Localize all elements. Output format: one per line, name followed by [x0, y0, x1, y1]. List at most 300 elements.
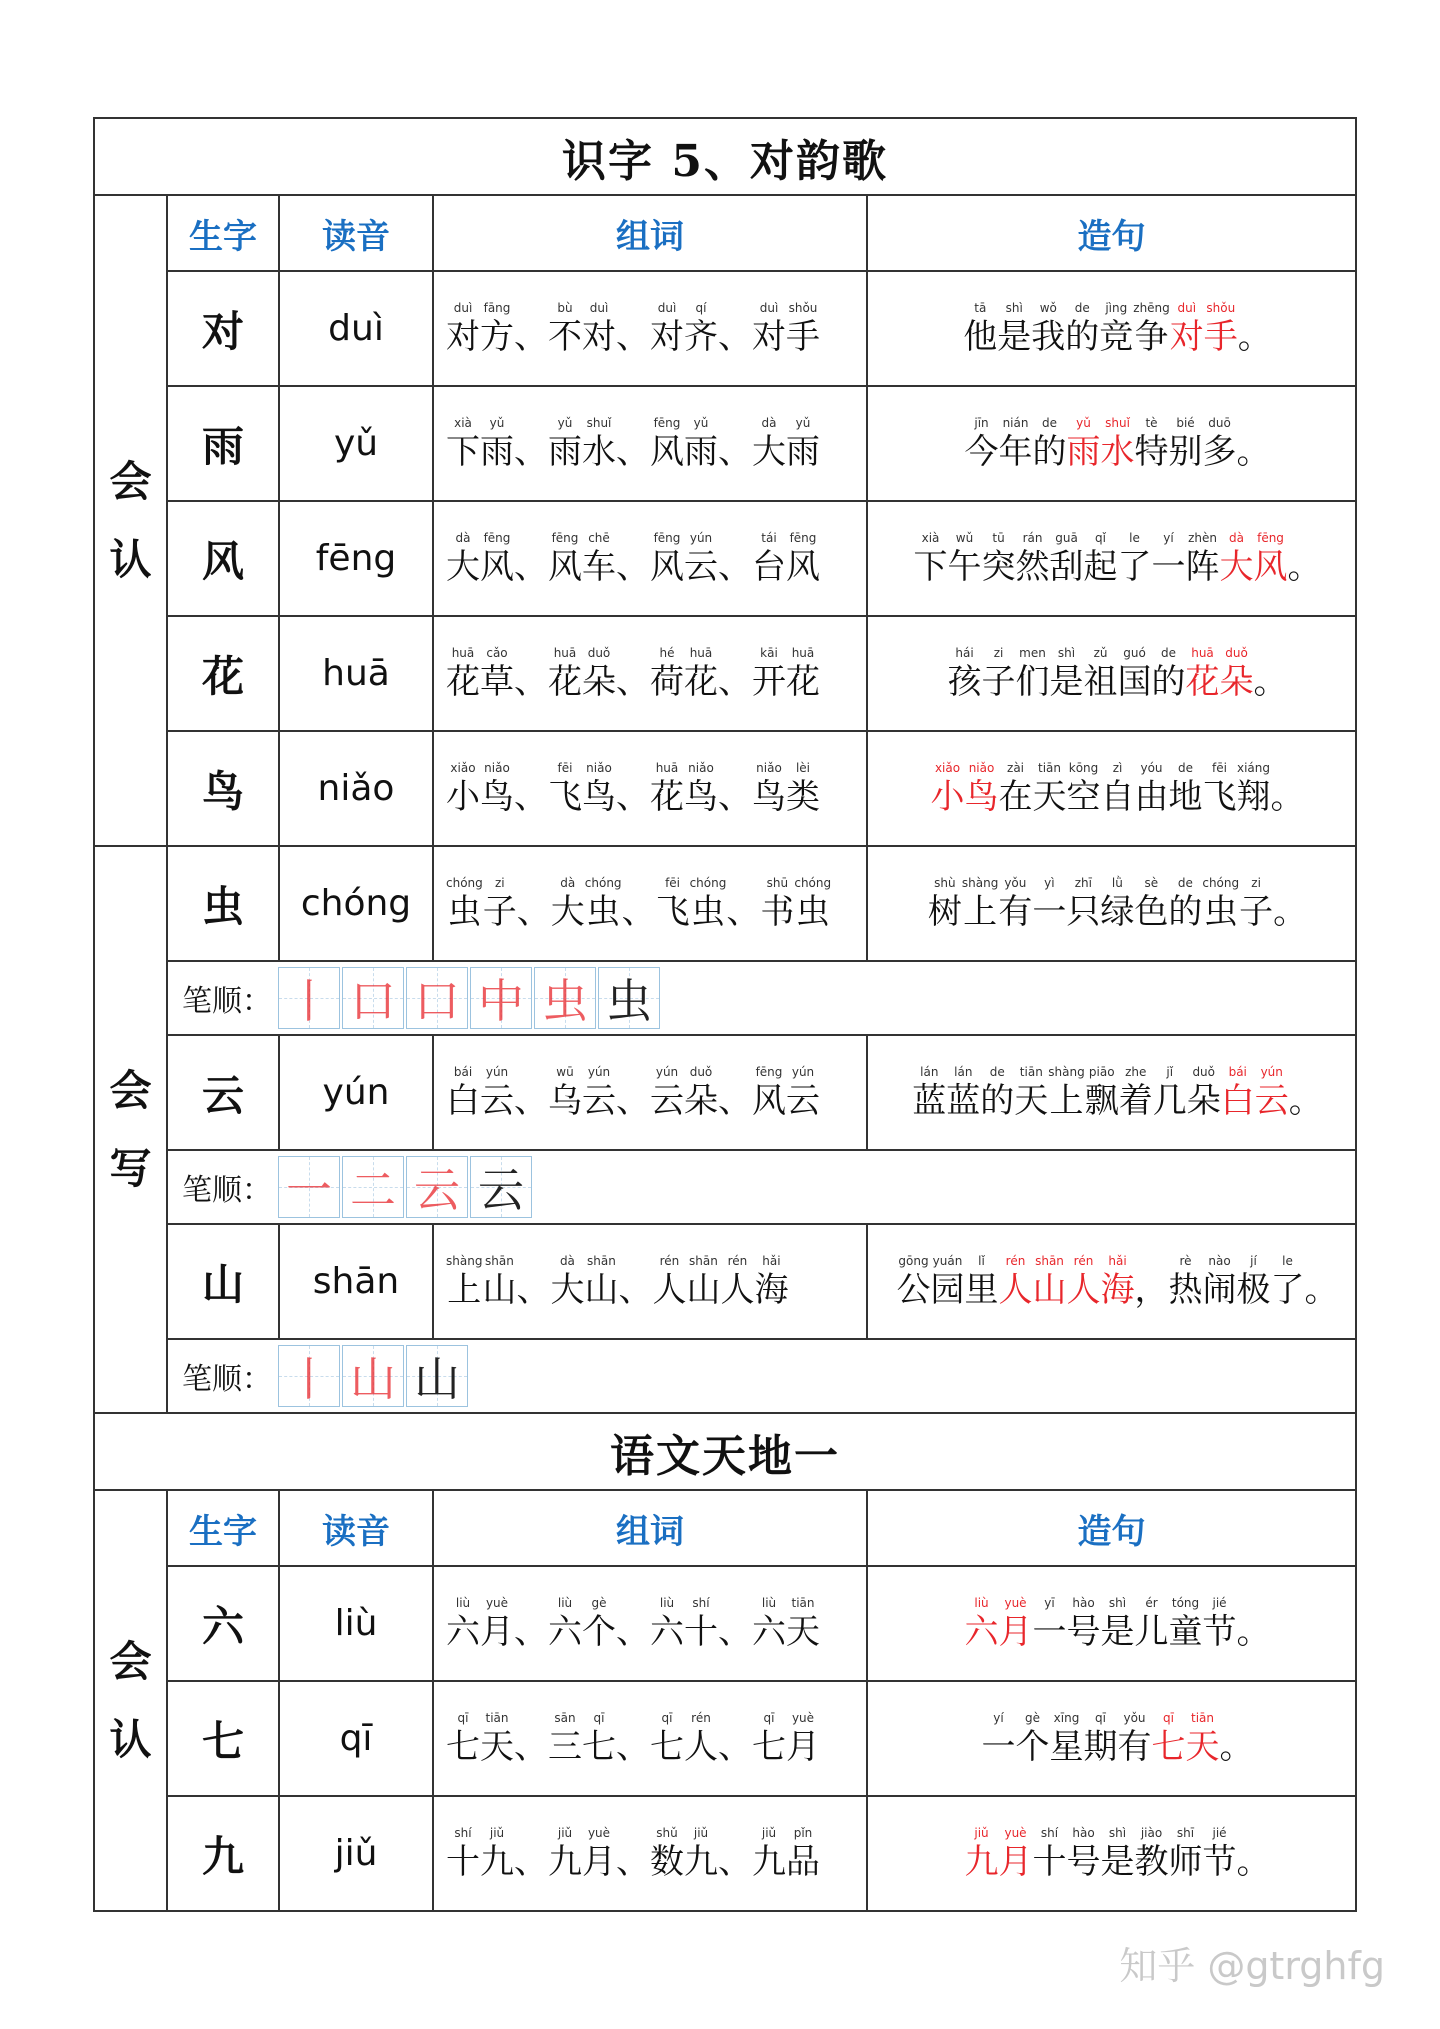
sentence-syllable [1119, 1064, 1153, 1122]
pinyin-annotation: jié [1212, 1825, 1227, 1840]
hanzi: 朵 [1186, 1080, 1221, 1121]
hanzi: 节 [1202, 1841, 1237, 1882]
sentence-cell [867, 271, 1356, 386]
word-syllable [548, 760, 582, 818]
pinyin-annotation: yì [1044, 875, 1055, 890]
hanzi: 年 [998, 431, 1033, 472]
sentence-line [880, 875, 1355, 933]
word-syllable [650, 1710, 684, 1768]
sentence-line [880, 645, 1355, 703]
pinyin-annotation: liù [455, 1595, 471, 1610]
pinyin-annotation: de [1177, 875, 1193, 890]
pinyin-annotation: dà [761, 415, 777, 430]
separator: 、 [621, 891, 656, 932]
stroke-box [470, 967, 532, 1029]
sentence-syllable [1169, 415, 1203, 473]
pinyin-annotation: huā [689, 645, 713, 660]
pinyin-annotation: lán [920, 1064, 939, 1079]
group-label-char: 会 [109, 456, 152, 506]
pinyin-annotation: de [1042, 415, 1058, 430]
pinyin-annotation: xiáng [1237, 760, 1271, 775]
hanzi: 天 [786, 1611, 820, 1652]
section-title: 识字 5、对韵歌 [94, 118, 1356, 195]
hanzi: 十 [446, 1841, 480, 1882]
pinyin-annotation: yuè [485, 1595, 509, 1610]
pinyin-annotation: tū [992, 530, 1005, 545]
hanzi: 花 [650, 776, 684, 817]
pinyin-cell: fēng [279, 501, 433, 616]
hanzi: 一 [981, 1726, 1016, 1767]
pinyin-annotation: duǒ [1192, 1064, 1216, 1079]
hanzi: 空 [1066, 776, 1101, 817]
period: 。 [1236, 1611, 1271, 1652]
pinyin-annotation: duì [657, 300, 677, 315]
hanzi: 号 [1066, 1611, 1101, 1652]
hanzi: 人 [998, 1269, 1033, 1310]
hanzi: 月 [998, 1841, 1033, 1882]
hanzi: 朵 [1219, 661, 1254, 702]
stroke-box [406, 1156, 468, 1218]
char-cell: 雨 [167, 386, 279, 501]
group-label-char: 写 [109, 1143, 152, 1193]
separator: 、 [516, 1269, 551, 1310]
pinyin-annotation: qī [1163, 1710, 1174, 1725]
pinyin-annotation: fēng [483, 530, 511, 545]
pinyin-annotation: shǒu [1206, 300, 1236, 315]
hanzi: 小 [446, 776, 480, 817]
stroke-label: 笔顺： [182, 1173, 272, 1208]
word-syllable [446, 760, 480, 818]
stroke-glyph: 云 [414, 1163, 460, 1217]
hanzi: 方 [480, 316, 514, 357]
hanzi: 园 [930, 1269, 965, 1310]
hanzi: 云 [684, 546, 718, 587]
hanzi: 鸟 [752, 776, 786, 817]
hanzi: 九 [752, 1841, 786, 1882]
hanzi: 对 [446, 316, 480, 357]
hanzi: 有 [1117, 1726, 1152, 1767]
sentence-syllable [1084, 645, 1118, 703]
hanzi: 下 [446, 431, 480, 472]
pinyin-annotation: hào [1072, 1825, 1095, 1840]
pinyin-annotation: zì [1112, 760, 1123, 775]
hanzi: 七 [1151, 1726, 1186, 1767]
pinyin-annotation: guó [1123, 645, 1146, 660]
word-syllable [686, 1253, 720, 1311]
pinyin-annotation: ér [1145, 1595, 1158, 1610]
hanzi: 多 [1202, 431, 1237, 472]
sentence-line [880, 1595, 1355, 1653]
stroke-box [470, 1156, 532, 1218]
word-syllable [582, 1064, 616, 1122]
hanzi: 荷 [650, 661, 684, 702]
hanzi: 是 [1049, 661, 1084, 702]
stroke-box [406, 1345, 468, 1407]
sentence-syllable [1014, 1064, 1048, 1122]
stroke-box [278, 967, 340, 1029]
hanzi: 飞 [548, 776, 582, 817]
hanzi: 花 [786, 661, 820, 702]
pinyin-annotation: gè [1025, 1710, 1041, 1725]
period: 。 [1273, 891, 1308, 932]
sentence-syllable [1016, 645, 1050, 703]
sentence-syllable [1187, 1064, 1221, 1122]
pinyin-annotation: jīn [974, 415, 989, 430]
hanzi: 不 [548, 316, 582, 357]
word-syllable [480, 415, 514, 473]
sentence-line [880, 1253, 1355, 1311]
hanzi: 山 [686, 1269, 721, 1310]
hanzi: 七 [650, 1726, 684, 1767]
hanzi: 水 [1100, 431, 1135, 472]
word-syllable [548, 1825, 582, 1883]
hanzi: 人 [1066, 1269, 1101, 1310]
pinyin-annotation: de [1161, 645, 1177, 660]
pinyin-annotation: nào [1208, 1253, 1231, 1268]
words-line [446, 760, 866, 818]
sentence-syllable [946, 1064, 980, 1122]
hanzi: 的 [980, 1080, 1015, 1121]
hanzi: 是 [1100, 1611, 1135, 1652]
hanzi: 天 [1014, 1080, 1049, 1121]
hanzi: 上 [447, 1269, 482, 1310]
hanzi: 风 [752, 1080, 786, 1121]
watermark: 知乎 @gtrghfg [1119, 1944, 1385, 1988]
title-row [94, 1413, 1356, 1490]
word-syllable [786, 300, 820, 358]
pinyin-annotation: yǔ [557, 415, 573, 430]
sentence-syllable [1101, 1253, 1135, 1311]
sentence-syllable [1050, 1710, 1084, 1768]
hanzi: 类 [786, 776, 820, 817]
pinyin-annotation: dà [455, 530, 471, 545]
sentence-syllable [982, 645, 1016, 703]
word-syllable [760, 875, 794, 933]
pinyin-annotation: yǔ [693, 415, 709, 430]
hanzi: 雨 [1066, 431, 1101, 472]
words-line [446, 1825, 866, 1883]
word-syllable [480, 1710, 514, 1768]
hanzi: 海 [754, 1269, 789, 1310]
hanzi: 六 [964, 1611, 999, 1652]
pinyin-annotation: tóng [1171, 1595, 1200, 1610]
hanzi: 只 [1066, 891, 1101, 932]
pinyin-cell: liù [279, 1566, 433, 1681]
sentence-syllable [1255, 1064, 1289, 1122]
header-char: 生字 [167, 195, 279, 271]
words-line [446, 875, 866, 933]
word-syllable [684, 645, 718, 703]
sentence-syllable [999, 760, 1033, 818]
hanzi: 云 [786, 1080, 820, 1121]
sentence-syllable [928, 875, 962, 933]
separator: 、 [514, 1841, 548, 1882]
pinyin-annotation: shù [934, 875, 956, 890]
separator: 、 [616, 431, 650, 472]
group-label-char: 认 [109, 1714, 152, 1764]
hanzi: 风 [480, 546, 514, 587]
pinyin-annotation: yún [791, 1064, 815, 1079]
pinyin-annotation: hái [955, 645, 974, 660]
hanzi: 蓝 [946, 1080, 981, 1121]
separator: 、 [514, 1611, 548, 1652]
sentence-syllable [1016, 1710, 1050, 1768]
pinyin-annotation: xiǎo [450, 760, 476, 775]
hanzi: 三 [548, 1726, 582, 1767]
hanzi: 对 [1169, 316, 1204, 357]
hanzi: 七 [446, 1726, 480, 1767]
hanzi: 十 [1032, 1841, 1067, 1882]
pinyin-annotation: hǎi [762, 1253, 781, 1268]
sentence-syllable [1101, 1595, 1135, 1653]
sentence-syllable [1085, 1064, 1119, 1122]
vocabulary-table [93, 117, 1357, 1912]
char-cell: 山 [167, 1224, 279, 1339]
hanzi: 九 [964, 1841, 999, 1882]
word-syllable [752, 1595, 786, 1653]
header-pinyin: 读音 [279, 1490, 433, 1566]
stroke-order-cell [167, 961, 1356, 1035]
pinyin-annotation: yóu [1140, 760, 1163, 775]
sentence-syllable [1152, 1710, 1186, 1768]
word-syllable [684, 760, 718, 818]
hanzi: 教 [1134, 1841, 1169, 1882]
pinyin-annotation: fēi [557, 760, 573, 775]
word-syllable [585, 875, 622, 933]
sentence-syllable [897, 1253, 931, 1311]
sentence-syllable [1084, 1710, 1118, 1768]
hanzi: 的 [1168, 891, 1203, 932]
pinyin-annotation: yǔ [1076, 415, 1091, 430]
sentence-syllable [999, 1825, 1033, 1883]
word-syllable [650, 1595, 684, 1653]
pinyin-annotation: qǐ [1095, 530, 1106, 545]
sentence-syllable [1170, 300, 1204, 358]
pinyin-annotation: zǔ [1093, 645, 1108, 660]
hanzi: 鸟 [480, 776, 514, 817]
word-syllable [480, 1825, 514, 1883]
sentence-syllable [1033, 760, 1067, 818]
word-syllable [551, 875, 585, 933]
word-syllable [582, 530, 616, 588]
group-label [94, 1490, 167, 1911]
hanzi: 山 [1032, 1269, 1067, 1310]
separator: 、 [726, 891, 761, 932]
stroke-glyph: 云 [478, 1163, 524, 1217]
hanzi: 公 [896, 1269, 931, 1310]
word-syllable [684, 1825, 718, 1883]
pinyin-annotation: lǜ [1111, 875, 1123, 890]
hanzi: 上 [963, 891, 998, 932]
pinyin-annotation: qī [593, 1710, 605, 1725]
pinyin-annotation: chóng [584, 875, 622, 890]
pinyin-annotation: shí [692, 1595, 710, 1610]
pinyin-annotation: yuè [1004, 1595, 1027, 1610]
stroke-glyph: 山 [414, 1352, 460, 1406]
pinyin-annotation: kōng [1068, 760, 1099, 775]
hanzi: 孩 [947, 661, 982, 702]
pinyin-annotation: jiǔ [557, 1825, 573, 1840]
sentence-syllable [965, 760, 999, 818]
words-cell [433, 1035, 867, 1150]
pinyin-annotation: niǎo [968, 760, 995, 775]
sentence-syllable [1118, 645, 1152, 703]
hanzi: 的 [1151, 661, 1186, 702]
sentence-syllable [965, 1253, 999, 1311]
separator: 、 [718, 1080, 752, 1121]
words-line [446, 1064, 866, 1122]
hanzi: 突 [981, 546, 1016, 587]
pinyin-annotation: jié [1212, 1595, 1227, 1610]
words-line [446, 1710, 866, 1768]
sentence-syllable [1204, 300, 1238, 358]
separator: 、 [514, 1726, 548, 1767]
word-syllable [752, 530, 786, 588]
sentence-syllable [982, 1710, 1016, 1768]
sentence-cell [867, 1224, 1356, 1339]
pinyin-annotation: fēng [789, 530, 817, 545]
separator: 、 [616, 1726, 650, 1767]
hanzi: 山 [482, 1269, 517, 1310]
sentence-line [880, 1825, 1355, 1883]
stroke-order-row [94, 1150, 1356, 1224]
hanzi: 雨 [786, 431, 820, 472]
hanzi: 风 [786, 546, 820, 587]
sentence-syllable [1133, 300, 1170, 358]
hanzi: 蓝 [912, 1080, 947, 1121]
pinyin-annotation: tiān [485, 1710, 509, 1725]
word-syllable [650, 300, 684, 358]
sentence-syllable [997, 300, 1031, 358]
hanzi: 虫 [586, 891, 621, 932]
pinyin-annotation: pǐn [793, 1825, 813, 1840]
pinyin-annotation: lán [954, 1064, 973, 1079]
pinyin-cell: niǎo [279, 731, 433, 846]
sentence-syllable [1031, 300, 1065, 358]
words-cell [433, 271, 867, 386]
pinyin-annotation: yuè [587, 1825, 611, 1840]
hanzi: 白 [1220, 1080, 1255, 1121]
sentence-syllable [1067, 1253, 1101, 1311]
sentence-syllable [1203, 1825, 1237, 1883]
pinyin-annotation: sè [1144, 875, 1159, 890]
sentence-syllable [1135, 1253, 1169, 1311]
header-words: 组词 [433, 1490, 867, 1566]
pinyin-annotation: duì [1177, 300, 1197, 315]
pinyin-annotation: fēng [653, 415, 681, 430]
pinyin-annotation: jí [1250, 1253, 1257, 1268]
word-syllable [446, 1710, 480, 1768]
separator: 、 [616, 1080, 650, 1121]
sentence-syllable [1118, 530, 1152, 588]
hanzi: 飞 [1202, 776, 1237, 817]
pinyin-annotation: huā [791, 645, 815, 660]
hanzi: 天 [480, 1726, 514, 1767]
hanzi: 对 [582, 316, 616, 357]
pinyin-annotation: hé [659, 645, 675, 660]
hanzi: 他 [963, 316, 998, 357]
hanzi: ， [1134, 1269, 1169, 1310]
sentence-syllable [965, 1595, 999, 1653]
group-label [94, 195, 167, 846]
group-label-char: 会 [109, 1065, 152, 1115]
sentence-syllable [1203, 1253, 1237, 1311]
hanzi: 飘 [1084, 1080, 1119, 1121]
sentence-syllable [980, 1064, 1014, 1122]
sentence-syllable [1099, 300, 1133, 358]
pinyin-annotation: tiān [791, 1595, 815, 1610]
sentence-syllable [1067, 415, 1101, 473]
hanzi: 别 [1168, 431, 1203, 472]
word-syllable [584, 1253, 618, 1311]
stroke-box [342, 1345, 404, 1407]
stroke-box [534, 967, 596, 1029]
pinyin-annotation: bái [453, 1064, 473, 1079]
word-syllable [794, 875, 831, 933]
pinyin-annotation: lèi [795, 760, 811, 775]
hanzi: 云 [650, 1080, 684, 1121]
period: 。 [1236, 431, 1271, 472]
hanzi: 朵 [684, 1080, 718, 1121]
sentence-cell [867, 731, 1356, 846]
sentence-syllable [1221, 1064, 1255, 1122]
word-syllable [446, 875, 483, 933]
word-syllable [446, 1253, 482, 1311]
hanzi: 山 [584, 1269, 619, 1310]
sentence-syllable [1033, 1595, 1067, 1653]
hanzi: 云 [480, 1080, 514, 1121]
sentence-syllable [999, 1595, 1033, 1653]
hanzi: 手 [786, 316, 820, 357]
hanzi: 七 [752, 1726, 786, 1767]
hanzi: 下 [913, 546, 948, 587]
pinyin-annotation: rén [1005, 1253, 1026, 1268]
pinyin-annotation: shū [766, 875, 789, 890]
word-syllable [548, 530, 582, 588]
word-syllable [548, 300, 582, 358]
section-title: 语文天地一 [94, 1413, 1356, 1490]
hanzi: 我 [1031, 316, 1066, 357]
hanzi: 号 [1066, 1841, 1101, 1882]
pinyin-annotation: duì [759, 300, 779, 315]
hanzi: 海 [1100, 1269, 1135, 1310]
hanzi: 今 [964, 431, 999, 472]
pinyin-cell: yǔ [279, 386, 433, 501]
hanzi: 车 [582, 546, 616, 587]
hanzi: 风 [548, 546, 582, 587]
sentence-syllable [948, 645, 982, 703]
sentence-syllable [999, 1253, 1033, 1311]
stroke-glyph: 山 [350, 1352, 396, 1406]
hanzi: 水 [582, 431, 616, 472]
hanzi: 期 [1083, 1726, 1118, 1767]
words-cell [433, 731, 867, 846]
word-syllable [684, 530, 718, 588]
period: 。 [1288, 1080, 1323, 1121]
sentence-syllable [1067, 760, 1101, 818]
sentence-syllable [1203, 1595, 1237, 1653]
pinyin-annotation: qī [763, 1710, 775, 1725]
hanzi: 翔 [1236, 776, 1271, 817]
separator: 、 [718, 776, 752, 817]
sentence-syllable [1032, 875, 1066, 933]
word-syllable [786, 760, 820, 818]
hanzi: 对 [650, 316, 684, 357]
pinyin-cell: chóng [279, 846, 433, 961]
stroke-order-cell [167, 1339, 1356, 1413]
word-syllable [550, 1253, 584, 1311]
pinyin-annotation: yí [993, 1710, 1004, 1725]
